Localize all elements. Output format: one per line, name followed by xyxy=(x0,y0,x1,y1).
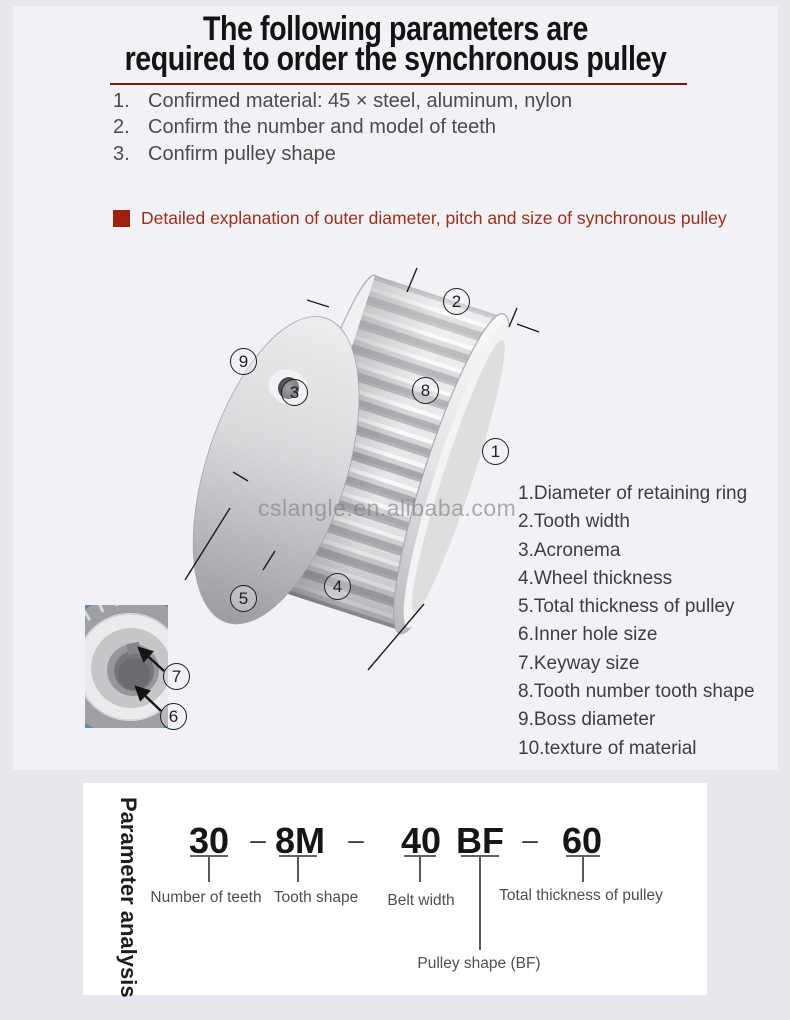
step-text: Confirm pulley shape xyxy=(148,142,336,165)
legend-item: 6.Inner hole size xyxy=(518,624,658,646)
legend-item: 8.Tooth number tooth shape xyxy=(518,681,755,703)
code-belt-width: 40 xyxy=(400,820,442,861)
list-item xyxy=(110,141,572,167)
code-total-thickness: 60 xyxy=(561,820,603,861)
diagram-legend xyxy=(518,480,755,763)
callout-4 xyxy=(324,573,351,600)
callout-8 xyxy=(412,377,439,404)
step-text: Confirmed material: 45 × steel, aluminum, nylon xyxy=(148,90,573,112)
step-number: 3. xyxy=(113,142,130,165)
page-title-line1: The following parameters are xyxy=(202,10,589,48)
callout-6 xyxy=(160,703,187,730)
code-dash: – xyxy=(348,824,364,855)
red-square-bullet-icon xyxy=(113,210,130,227)
callout-number: 9 xyxy=(238,351,249,371)
callout-7 xyxy=(163,663,190,690)
code-dash: – xyxy=(250,824,266,855)
callout-5 xyxy=(230,585,257,612)
label-number-of-teeth: Number of teeth xyxy=(150,889,262,906)
legend-item: 2.Tooth width xyxy=(518,511,630,533)
callout-number: 3 xyxy=(289,382,300,402)
title-divider xyxy=(110,83,687,85)
callout-9 xyxy=(230,348,257,375)
label-pulley-shape: Pulley shape (BF) xyxy=(417,955,541,972)
legend-item: 5.Total thickness of pulley xyxy=(518,596,735,618)
list-item xyxy=(110,114,572,140)
callout-1 xyxy=(482,438,509,465)
label-belt-width: Belt width xyxy=(387,892,455,909)
callout-number: 6 xyxy=(168,706,179,726)
legend-item: 1.Diameter of retaining ring xyxy=(518,483,748,504)
section-header xyxy=(113,206,727,230)
callout-number: 8 xyxy=(420,380,431,400)
legend-item: 4.Wheel thickness xyxy=(518,567,673,589)
code-tooth-shape: 8M xyxy=(275,820,326,861)
legend-item: 7.Keyway size xyxy=(518,652,640,674)
code-dash: – xyxy=(522,824,538,855)
section-title: Detailed explanation of outer diameter, pitch and size of synchronous pulley xyxy=(141,207,727,228)
step-number: 2. xyxy=(113,116,130,139)
legend-item: 3.Acronema xyxy=(518,539,621,561)
callout-number: 1 xyxy=(490,441,501,461)
callout-number: 2 xyxy=(451,291,462,311)
label-tooth-shape: Tooth shape xyxy=(273,889,359,906)
label-total-thickness: Total thickness of pulley xyxy=(499,887,663,904)
step-number: 1. xyxy=(113,90,130,112)
pulley-3d-render xyxy=(160,240,530,683)
page-title-line2: required to order the synchronous pulley xyxy=(124,40,667,78)
callout-number: 5 xyxy=(238,588,249,608)
ordering-steps-list xyxy=(110,88,572,167)
parameter-analysis-side-label: Parameter analysis xyxy=(116,797,141,998)
code-teeth: 30 xyxy=(188,820,230,861)
code-pulley-form: BF xyxy=(456,820,504,861)
watermark: cslangle.en.alibaba.com xyxy=(258,495,517,521)
list-item xyxy=(110,88,572,114)
callout-number: 4 xyxy=(332,576,343,596)
page-title xyxy=(74,10,717,78)
callout-3 xyxy=(281,379,308,406)
callout-number: 7 xyxy=(171,666,182,686)
legend-item: 9.Boss diameter xyxy=(518,709,656,731)
step-text: Confirm the number and model of teeth xyxy=(148,116,496,139)
legend-item: 10.texture of material xyxy=(518,737,697,759)
callout-2 xyxy=(443,288,470,315)
